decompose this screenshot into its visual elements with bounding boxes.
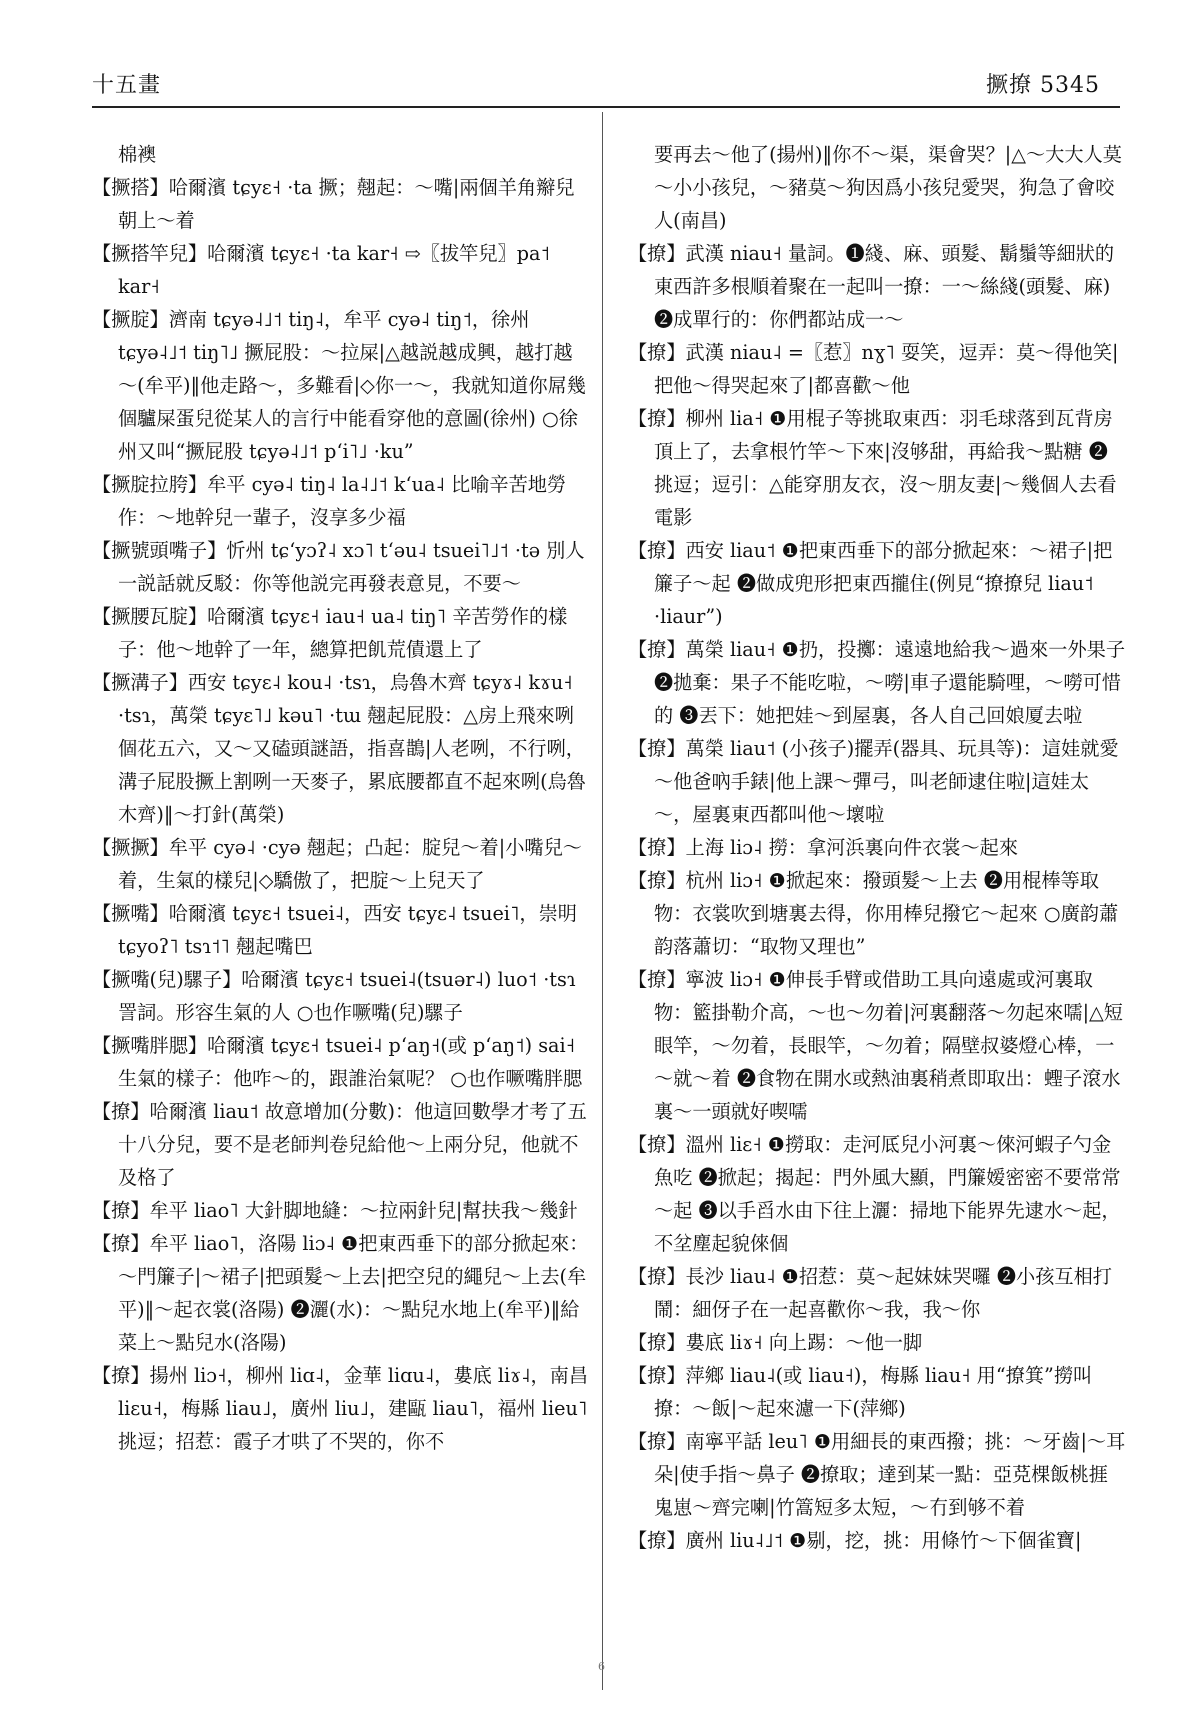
entry-liao-guangzhou: 【撩】廣州 liu˨˩˦ ❶剔，挖，挑：用條竹～下個雀寶| xyxy=(628,1529,1082,1552)
continuation-text: 要再去～他了(揚州)‖你不～渠，渠會哭？|△～大大人莫～小小孩兒，～豬莫～狗因爲小孩兒愛哭，狗急了會咬人(南昌) xyxy=(654,143,1122,232)
entry-liao-yangzhou: 【撩】揚州 liɔ˧，柳州 liɑ˨，金華 liɑu˨，婁底 liɤ˨，南昌 liɛu˧，梅縣 liau˩，廣州 liu˩，建甌 liau˥，福州 lieu˥ 挑逗；招惹：霞子才哄了不哭的，你不 xyxy=(92,1364,589,1453)
entry-liao-ningbo: 【撩】寧波 liɔ˧ ❶伸長手臂或借助工具向遠處或河裏取物：籃掛勒介高，～也～勿着|河裏翻落～勿起來嚅|△短眼竿，～勿着，長眼竿，～勿着；隔壁叔婆燈心棒，一～就～着 ❷食物在開水或熱油裏稍煮即取出：蟶子滾水裏～一頭就好喫嚅 xyxy=(628,968,1123,1123)
entry-liao-changsha: 【撩】長沙 liau˨ ❶招惹：莫～起妹妹哭囉 ❷小孩互相打鬧：細伢子在一起喜歡你～我，我～你 xyxy=(628,1265,1112,1321)
entry-liao-loudi: 【撩】婁底 liɤ˧ 向上踢：～他一脚 xyxy=(628,1331,923,1354)
entry-liao-wuhan-1: 【撩】武漢 niau˧ 量詞。❶綫、麻、頭髮、鬍鬚等細狀的東西許多根順着聚在一起叫一撩：一～絲綫(頭髮、麻) ❷成單行的：你們都站成一～ xyxy=(628,242,1115,331)
left-column xyxy=(92,138,590,1458)
entry-liao-nanning: 【撩】南寧平話 leu˥ ❶用細長的東西撥；挑：～牙齒|～耳朵|使手指～鼻子 ❷撩取；達到某一點：亞莌棵飯桃捱鬼崽～齊完喇|竹篙短多太短，～冇到够不着 xyxy=(628,1430,1126,1519)
page-header-entries-and-number: 撅撩 5345 xyxy=(986,73,1100,98)
entry-jueyao-wading: 【撅腰瓦腚】哈爾濱 tɕyɛ˧ iau˧ ua˨ tiŋ˥ 辛苦勞作的樣子：他～地幹了一年，總算把飢荒債還上了 xyxy=(92,605,568,661)
entry-jue-gouzi: 【撅溝子】西安 tɕyɛ˨ kou˨ ·tsɿ，烏魯木齊 tɕyɤ˨ kɤu˧ ·tsɿ，萬榮 tɕyɛ˥˩ kəu˥ ·tɯ 翹起屁股：△房上飛來咧個花五六，又～又磕頭謎語，指喜鵲|人老咧，不行咧，溝子屁股撅上割咧一天麥子，累底腰都直不起來咧(烏魯木齊)‖～打針(萬榮) xyxy=(92,671,586,826)
entry-liao-wanrong-1: 【撩】萬榮 liau˧ ❶扔，投擲：遠遠地給我～過來一外果子 ❷拋棄：果子不能吃啦，～嘮|車子還能騎哩，～嘮可惜的 ❸丟下：她把娃～到屋裏，各人自己回娘厦去啦 xyxy=(628,638,1126,727)
entry-juezui-luozi: 【撅嘴(兒)騾子】哈爾濱 tɕyɛ˧ tsuei˨(tsuər˨) luo˦ ·tsɿ 詈詞。形容生氣的人 ○也作噘嘴(兒)騾子 xyxy=(92,968,576,1024)
entry-jueding: 【撅腚】濟南 tɕyə˨˩˦ tiŋ˨，牟平 cyə˨ tiŋ˦，徐州 tɕyə˨˩˦ tiŋ˥˩ 撅屁股：～拉屎|△越説越成興，越打越～(牟平)‖他走路～，多難看|◇你一～，我就知道你屌幾個驢屎蛋兒從某人的言行中能看穿他的意圖(徐州) ○徐州又叫“撅屁股 tɕyə˨˩˦ pʻi˥˩ ·ku” xyxy=(92,308,586,463)
entry-liao-xian: 【撩】西安 liau˦ ❶把東西垂下的部分掀起來：～裙子|把簾子～起 ❷做成兜形把東西攏住(例見“撩撩兒 liau˦ ·liaur”) xyxy=(628,539,1113,628)
entry-juedai: 【撅搭】哈爾濱 tɕyɛ˧ ·ta 撅；翹起：～嘴|兩個羊角辮兒朝上～着 xyxy=(92,176,575,232)
entry-liao-haerbin: 【撩】哈爾濱 liau˦ 故意增加(分數)：他這回數學才考了五十八分兒，要不是老師判卷兒給他～上兩分兒，他就不及格了 xyxy=(92,1100,587,1189)
continuation-text: 棉襖 xyxy=(118,143,157,166)
entry-liao-hangzhou: 【撩】杭州 liɔ˧ ❶掀起來：撥頭髮～上去 ❷用棍棒等取物：衣裳吹到塘裏去得，你用棒兒撥它～起來 ○廣韵蕭韵落蕭切：“取物又理也” xyxy=(628,869,1119,958)
entry-juezui-pangsai: 【撅嘴胖腮】哈爾濱 tɕyɛ˧ tsuei˨ pʻaŋ˧(或 pʻaŋ˦) sai˧ 生氣的樣子：他咋～的，跟誰治氣呢？ ○也作噘嘴胖腮 xyxy=(92,1034,583,1090)
entry-juedai-ganer: 【撅搭竿兒】哈爾濱 tɕyɛ˧ ·ta kar˧ ⇨〖拔竿兒〗pa˦ kar˧ xyxy=(92,242,550,298)
entry-liao-muping: 【撩】牟平 liao˥ 大針脚地縫：～拉兩針兒|幫扶我～幾針 xyxy=(92,1199,578,1222)
entry-liao-wenzhou: 【撩】溫州 liɛ˧ ❶撈取：走河厎兒小河裏～倈河蝦子勺金魚吃 ❷掀起；揭起：門外風大顯，門簾嫒密密不要常常～起 ❸以手舀水由下往上灑：掃地下能界先逮水～起，不坌塵起貌倈個 xyxy=(628,1133,1121,1255)
column-divider xyxy=(602,112,603,1690)
entry-liao-shanghai: 【撩】上海 liɔ˨ 撈：拿河浜裏向件衣裳～起來 xyxy=(628,836,1019,859)
entry-liao-muping-luoyang: 【撩】牟平 liao˥，洛陽 liɔ˨ ❶把東西垂下的部分掀起來：～門簾子|～裙子|把頭髮～上去|把空兒的繩兒～上去(牟平)‖～起衣裳(洛陽) ❷灑(水)：～點兒水地上(牟平)‖給菜上～點兒水(洛陽) xyxy=(92,1232,589,1354)
entry-liao-liuzhou: 【撩】柳州 lia˧ ❶用棍子等挑取東西：羽毛球落到瓦背房頂上了，去拿根竹竿～下來|沒够甜，再給我～點糖 ❷挑逗；逗引：△能穿朋友衣，沒～朋友妻|～幾個人去看電影 xyxy=(628,407,1117,529)
right-column xyxy=(628,138,1126,1557)
entry-juehao-touzuizi: 【撅號頭嘴子】忻州 tɕʻyɔʔ˨ xɔ˥ tʻəu˨ tsuei˥˩˦ ·tə 別人一説話就反駁：你等他説完再發表意見，不要～ xyxy=(92,539,585,595)
footer-mark: 6 xyxy=(598,1660,605,1673)
entry-juezui: 【撅嘴】哈爾濱 tɕyɛ˧ tsuei˨，西安 tɕyɛ˨ tsuei˥，崇明 tɕyoʔ˥ tsɿ˦˥ 翹起嘴巴 xyxy=(92,902,577,958)
entry-liao-pingxiang: 【撩】萍鄉 liau˨(或 liau˧)，梅縣 liau˧ 用“撩箕”撈叫撩：～飯|～起來濾一下(萍鄉) xyxy=(628,1364,1093,1420)
entry-juejue: 【撅撅】牟平 cyə˨ ·cyə 翹起；凸起：腚兒～着|小嘴兒～着，生氣的樣兒|◇驕傲了，把腚～上兒天了 xyxy=(92,836,582,892)
entry-jueding-lakua: 【撅腚拉胯】牟平 cyə˨ tiŋ˨ la˨˩˦ kʻua˨ 比喻辛苦地勞作：～地幹兒一輩子，沒享多少福 xyxy=(92,473,567,529)
entry-liao-wanrong-2: 【撩】萬榮 liau˦ (小孩子)擺弄(器具、玩具等)：這娃就愛～他爸吶手錶|他上課～彈弓，叫老師逮住啦|這娃太～，屋裏東西都叫他～壞啦 xyxy=(628,737,1119,826)
header-rule xyxy=(92,106,1120,108)
entry-liao-wuhan-2: 【撩】武漢 niau˨ =〖惹〗nɣ˥ 耍笑，逗弄：莫～得他笑|把他～得哭起來了|都喜歡～他 xyxy=(628,341,1119,397)
section-header: 十五畫 xyxy=(92,73,162,98)
